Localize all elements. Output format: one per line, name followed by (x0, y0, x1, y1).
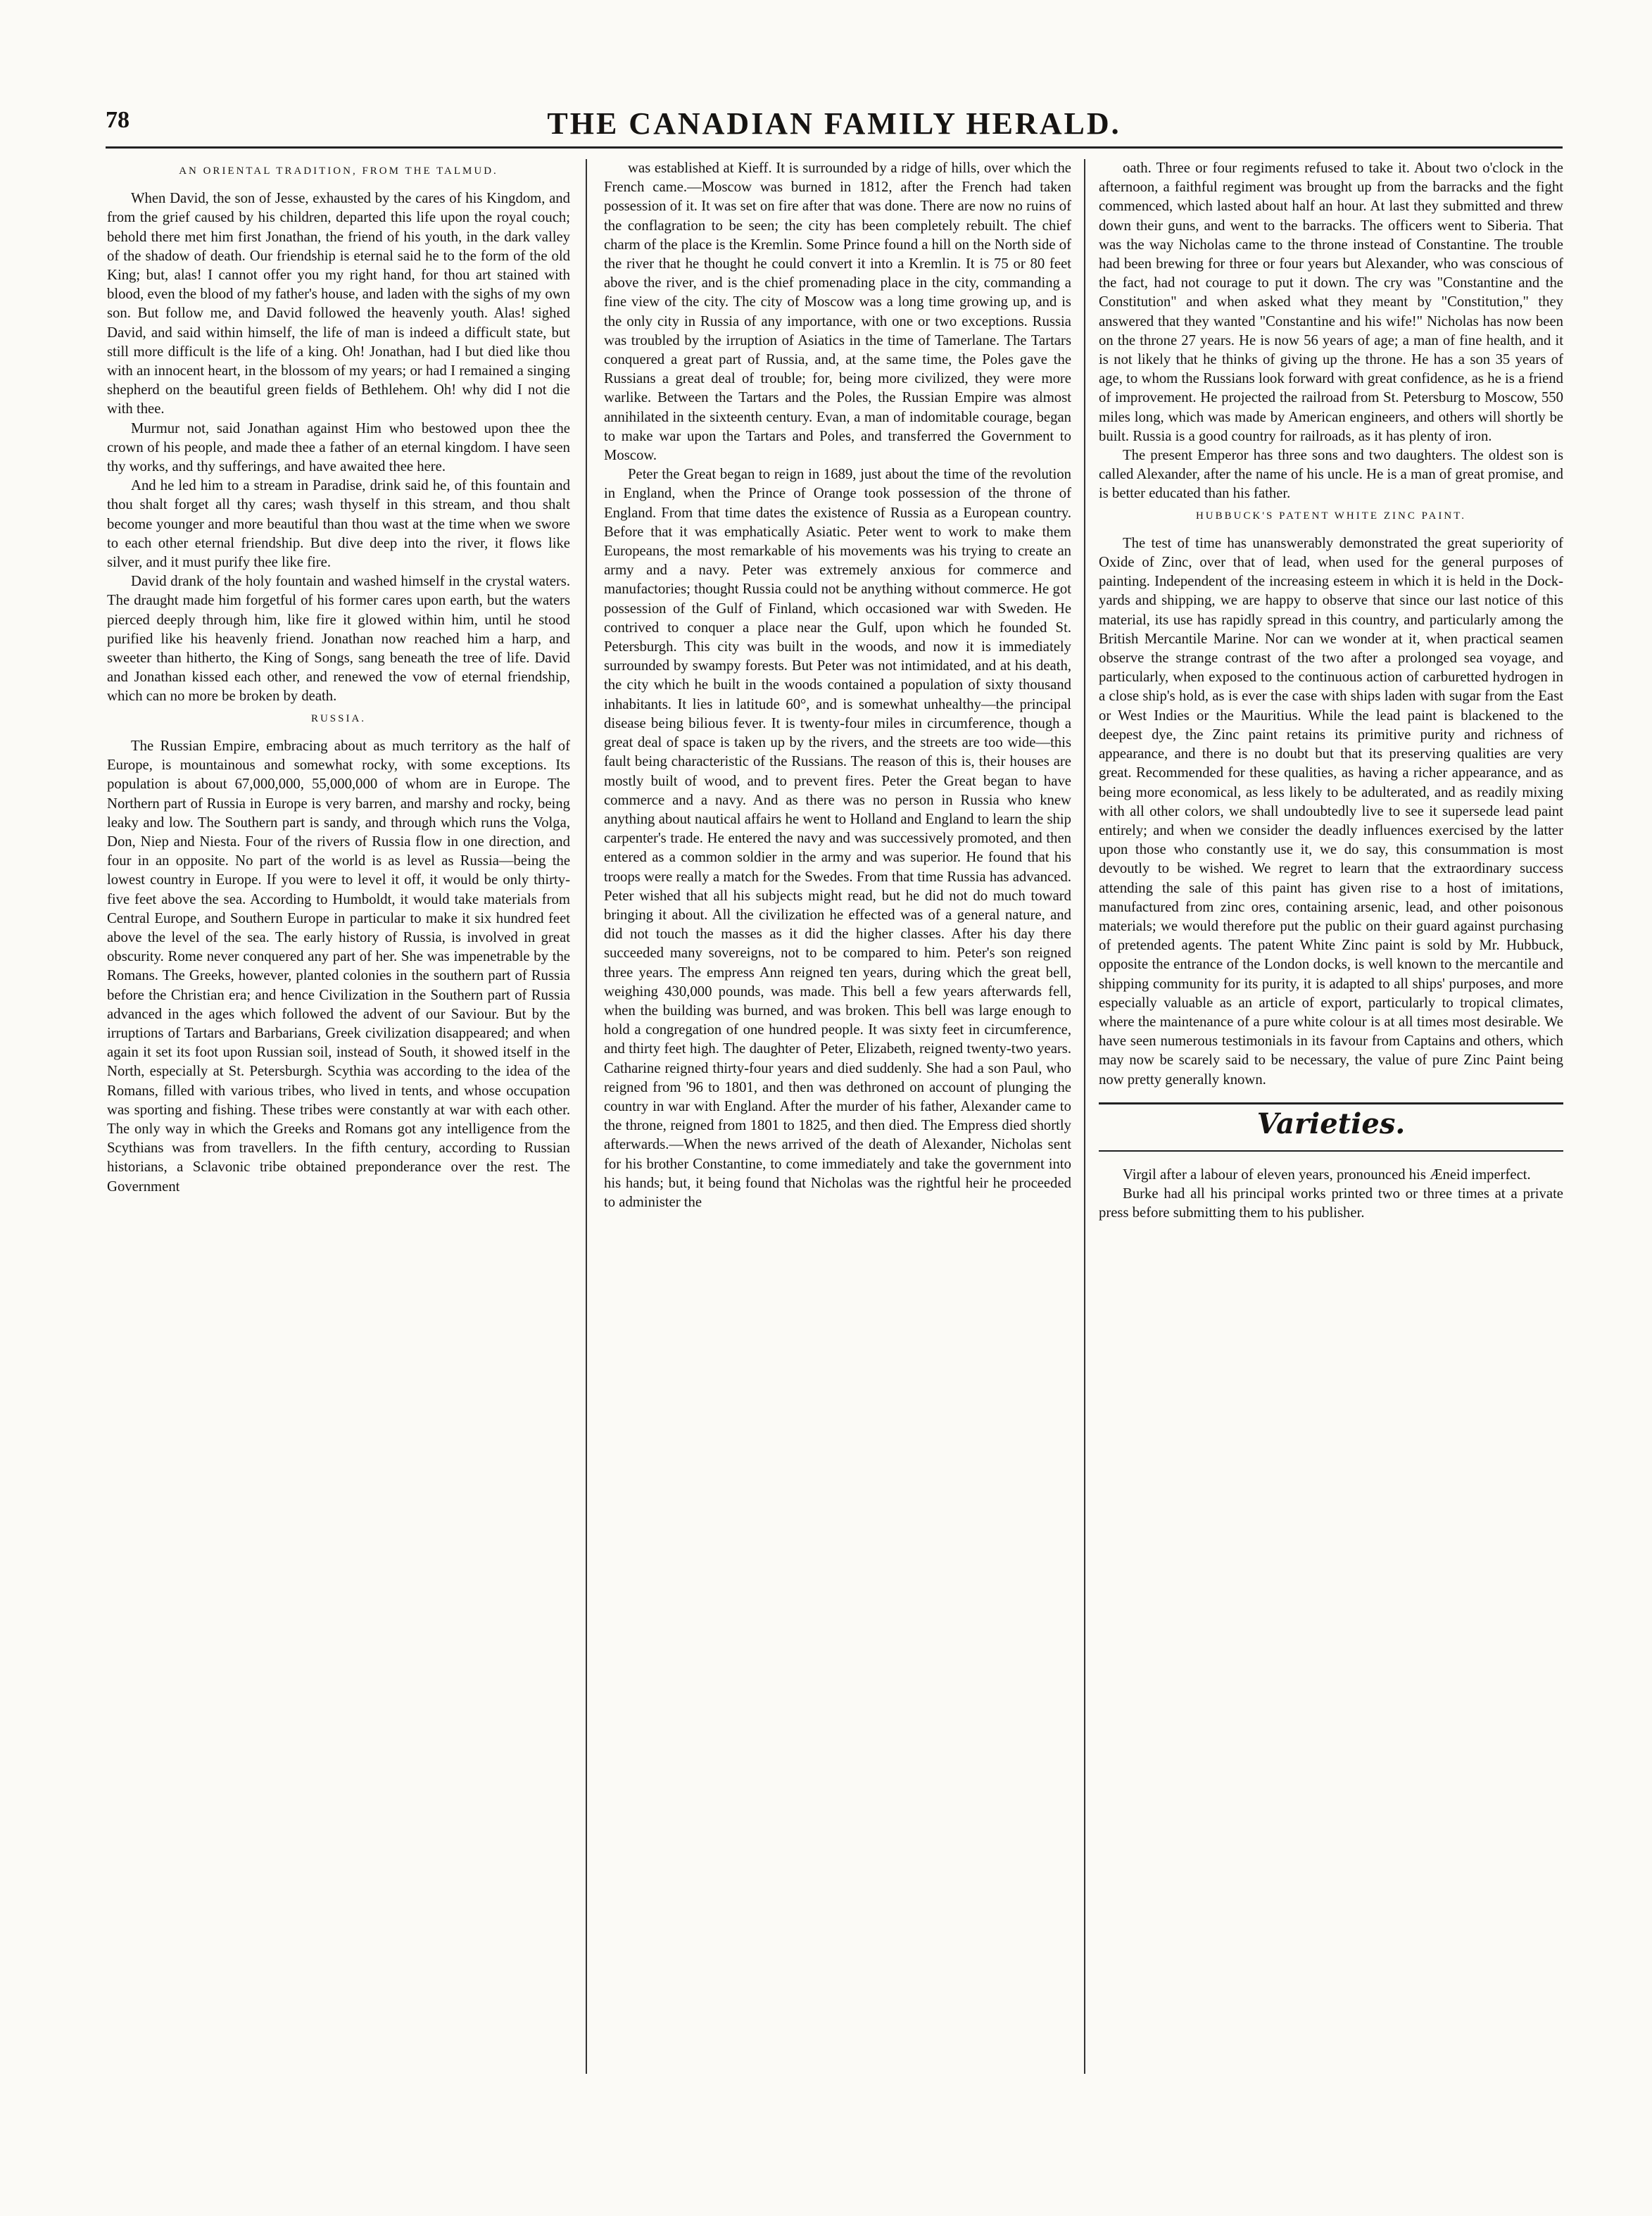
masthead-title: THE CANADIAN FAMILY HERALD. (547, 106, 1121, 141)
paragraph: Virgil after a labour of eleven years, pronounced his Æneid imperfect. (1123, 1166, 1531, 1183)
section-rule-bottom (1099, 1150, 1563, 1152)
header-rule (106, 146, 1563, 149)
page-header (106, 106, 1563, 144)
article-heading: HUBBUCK'S PATENT WHITE ZINC PAINT. (1195, 510, 1467, 522)
article-heading: AN ORIENTAL TRADITION, FROM THE TALMUD. (179, 165, 498, 177)
paragraph: The Russian Empire, embracing about as much territory as the half of Europe, is mountainous and somewhat rocky, with some exceptions. Its population is about 67,000,000, 55,000,000 of whom are in Europe. The Northern part of Russia in Europe is very barren, and marshy and rocky, being leaky and low. The Southern part is sandy, and through which runs the Volga, Don, Niep and Niesta. Four of the rivers of Russia flow in one direction, and four in an opposite. No part of the world is as level as Russia—being the lowest country in Europe. If you were to level it off, it would be only thirty-five feet above the sea. According to Humboldt, it would take materials from Central Europe, and Southern Europe in particular to make it six hundred feet above the level of the sea. The early history of Russia, is involved in great obscurity. Rome never conquered any part of her. She was impenetrable by the Romans. The Greeks, however, planted colonies in the southern part of Russia before the Christian era; and hence Civilization in the Southern part of Russia advanced in the ages which followed the advent of our Saviour. But by the irruptions of Tartars and Barbarians, Greek civilization disappeared; and when again it set its foot upon Russian soil, instead of South, it showed itself in the North, especially at St. Petersburgh. Scythia was according to the idea of the Romans, filled with various tribes, who lived in tents, and whose occupation was sporting and fishing. These tribes were constantly at war with each other. The only way in which the Greeks and Romans got any intelligence from the Scythians was from travellers. In the fifth century, according to Russian historians, a Sclavonic tribe obtained preponderance over the rest. The Government (107, 738, 570, 1195)
column-3 (1099, 159, 1563, 2074)
paragraph: And he led him to a stream in Paradise, drink said he, of this fountain and thou shalt forget all thy cares; wash thyself in this stream, and thou shalt become younger and more beautiful than thou wast at the time when we swore to each other eternal friendship. But dive deep into the river, it flows like silver, and it must purify thee like fire. (107, 478, 570, 571)
paragraph: Murmur not, said Jonathan against Him who bestowed upon thee the crown of his people, and made thee a father of an eternal kingdom. I have seen thy works, and thy sufferings, and have awaited thee here. (107, 420, 570, 475)
section-rule (1099, 1102, 1563, 1104)
page-number: 78 (106, 107, 130, 133)
paragraph: Burke had all his principal works printed two or three times at a private press before submitting them to his publisher. (1099, 1186, 1563, 1221)
paragraph: When David, the son of Jesse, exhausted by the cares of his Kingdom, and from the grief caused by his children, departed this life upon the royal couch; behold there met him first Jonathan, the friend of his youth, in the dark valley of the shadow of death. Our friendship is eternal said he to the form of the old King; but, alas! I cannot offer you my right hand, for thou art stained with blood, even the blood of my father's house, and laden with the sighs of my own son. But follow me, and David followed the heavenly youth. Alas! sighed David, and said within himself, the life of man is indeed a difficult state, but still more difficult is the life of a king. Oh! Jonathan, had I but died like thou with an innocent heart, in the blossom of my years; or had I remained a singing shepherd on the beautiful green fields of Bethlehem. Oh! why did I not die with thee. (107, 191, 570, 417)
paragraph: Peter the Great began to reign in 1689, just about the time of the revolution in England, when the Prince of Orange took possession of the throne of England. From that time dates the existence of Russia as a European country. Before that it was emphatically Asiatic. Peter went to work to make them Europeans, the most remarkable of his movements was his trying to create an army and a navy. Peter was extremely anxious for commerce and manufactories; thought Russia could not be anything without commerce. He got possession of the Gulf of Finland, which occasioned war with Sweden. He contrived to conquer a place near the Gulf, upon which he founded St. Petersburgh. This city was built in the woods, and now it is immediately surrounded by swampy forests. But Peter was not intimidated, and at his death, the city which he built in the woods contained a population of sixty thousand inhabitants. It lies in latitude 60°, and is somewhat unhealthy—the principal disease being bilious fever. It is twenty-four miles in circumference, though a great deal of space is taken up by the rivers, and the streets are too wide—this fault being characteristic of the Russians. The reason of this is, their houses are mostly built of wood, and to prevent fires. Peter the Great began to have commerce and a navy. And as there was no person in Russia who knew anything about nautical affairs he went to Holland and England to learn the ship carpenter's trade. He entered the navy and was successively promoted, and then entered as a common soldier in the army and was superior. He found that his troops were really a match for the Swedes. From that time Russia has advanced. Peter wished that all his subjects might read, but he did not do much toward bringing it about. All the civilization he effected was of a general nature, and did not touch the masses as it did the higher classes. After his day there succeeded many sovereigns, not to be compared to him. Peter's son reigned three years. The empress Ann reigned ten years, during which the great bell, weighing 430,000 pounds, was made. This bell a few years afterwards fell, when the building was burned, and was broken. This bell was large enough to hold a congregation of one hundred people. It was sixty feet in circumference, and thirty feet high. The daughter of Peter, Elizabeth, reigned twenty-two years. Catharine reigned thirty-four years and died suddenly. She had a son Paul, who reigned from '96 to 1801, and then was dethroned on account of plunging the country in war with England. After the murder of his father, Alexander came to the throne, reigned from 1801 to 1825, and then died. The Empress died shortly afterwards.—When the news arrived of the death of Alexander, Nicholas sent for his brother Constantine, to come immediately and take the government into his hands; but, it being found that Nicholas was the rightful heir he proceeded to administer the (604, 467, 1071, 1210)
paragraph: The test of time has unanswerably demonstrated the great superiority of Oxide of Zinc, over that of lead, when used for the general purposes of painting. Independent of the increasing esteem in which it is held in the Dock-yards and shipping, we are happy to observe that since our last notice of this material, its use has rapidly spread in this country, and particularly among the British Mercantile Marine. Nor can we wonder at it, when practical seamen observe the strange contrast of the two after a prolonged sea voyage, and particularly, when exposed to the continuous action of carburetted hydrogen in a close ship's hold, as is ever the case with ships laden with sugar from the East or West Indies or the Mauritius. While the lead paint is blackened to the deepest dye, the Zinc paint retains its primitive purity and richness of appearance, and there is no doubt but that its preserving qualities are very great. Recommended for these qualities, as having a richer appearance, and as being more economical, as less likely to be adulterated, and as readily mixing with all other colors, we shall undoubtedly live to see it supersede lead paint entirely; and when we consider the deadly influences exercised by the latter upon those who constantly use it, we do say, this consummation is most devoutly to be wished. We regret to learn that the extraordinary success attending the sale of this paint has given rise to a host of imitations, manufactured from zinc ores, containing arsenic, lead, and other poisonous materials; we would therefore put the public on their guard against purchasing of pretended agents. The patent White Zinc paint is sold by Mr. Hubbuck, opposite the entrance of the London docks, is well known to the mercantile and shipping community for its purity, it is adapted to all ships' purposes, and more especially valuable as an article of export, particularly to tropical climates, where the maintenance of a pure white colour is at all times most desirable. We have seen numerous testimonials in its favour from Captains and others, which may now be scarely said to be necessary, the value of pure Zinc Paint being now pretty generally known. (1099, 535, 1563, 1088)
column-rule-1 (586, 159, 587, 2074)
paragraph: was established at Kieff. It is surrounded by a ridge of hills, over which the French came.—Moscow was burned in 1812, after the French had taken possession of it. It was set on fire after that was done. There are now no ruins of the conflagration to be seen; the city has been completely rebuilt. The chief charm of the place is the Kremlin. Some Prince found a hill on the North side of the river that he thought he could convert it into a Kremlin. It is 75 or 80 feet above the river, and is the chief promenading place in the city, commanding a fine view of the city. The city of Moscow was a long time growing up, and is the only city in Russia of any importance, with one or two exceptions. Russia was troubled by the irruption of Asiatics in the time of Tamerlane. The Tartars conquered a great part of Russia, and, at the same time, the Poles gave the Russians a great deal of trouble; for, being more civilized, they were more warlike. Between the Tartars and the Poles, the Russian Empire was almost annihilated in the sixteenth century. Evan, a man of indomitable courage, began to make war upon the Tartars and Poles, and transferred the Government to Moscow. (604, 160, 1071, 464)
column-rule-2 (1084, 159, 1085, 2074)
paragraph: David drank of the holy fountain and washed himself in the crystal waters. The draught made him forgetful of his former cares upon earth, but the waters pierced deeply through him, like fire it glowed within him, until he stood purified like his heavenly friend. Jonathan now reached him a harp, and sweeter than hitherto, the King of Songs, sang beneath the tree of life. David and Jonathan kissed each other, and renewed the vow of eternal friendship, which can no more be broken by death. (107, 574, 570, 705)
column-1 (107, 159, 570, 2074)
paragraph: The present Emperor has three sons and two daughters. The oldest son is called Alexander, after the name of his uncle. He is a man of great promise, and is better educated than his father. (1099, 448, 1563, 502)
column-2 (604, 159, 1071, 2074)
paragraph: oath. Three or four regiments refused to take it. About two o'clock in the afternoon, a faithful regiment was brought up from the barracks and the fight commenced, which lasted about half an hour. At last they submitted and threw down their guns, and went to the barracks. The officers went to Siberia. That was the way Nicholas came to the throne instead of Constantine. The trouble had been brewing for three or four years but Alexander, who was conscious of the fact, had not courage to put it down. The cry was "Constantine and the Constitution" and when asked what they meant by "Constitution," they answered that they wanted "Constantine and his wife!" Nicholas has now been on the throne 27 years. He is now 56 years of age; a man of fine health, and it is not likely that he thinks of giving up the throne. He has a son 35 years of age, to whom the Russians look forward with great confidence, as he is a friend of improvement. He projected the railroad from St. Petersburg to Moscow, 550 miles long, which was made by American engineers, and others will shortly be built. Russia is a good country for railroads, as it has plenty of iron. (1099, 160, 1563, 444)
section-title: Varieties. (1256, 1107, 1406, 1140)
article-heading: RUSSIA. (310, 712, 367, 724)
